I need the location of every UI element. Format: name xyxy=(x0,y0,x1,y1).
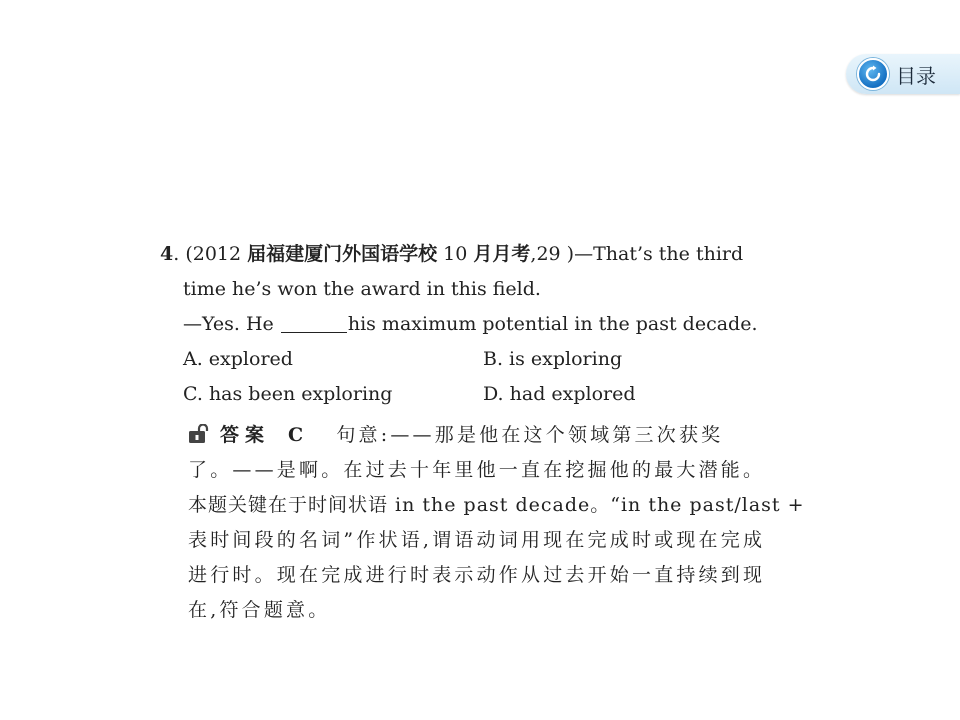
option-a[interactable]: A. explored xyxy=(183,348,293,370)
question-source-exam: 月月考 xyxy=(473,243,531,265)
answer-line-1 xyxy=(188,418,808,453)
answer-line-2: 了。——是啊。在过去十年里他一直在挖掘他的最大潜能。 xyxy=(188,459,766,481)
option-row-1 xyxy=(160,342,810,377)
answer-block xyxy=(188,418,808,628)
answer-letter: C xyxy=(288,424,307,446)
option-d[interactable]: D. had explored xyxy=(483,383,636,405)
question-source-mid: 10 xyxy=(437,243,474,265)
toc-label: 目录 xyxy=(896,63,936,88)
toc-button[interactable] xyxy=(846,54,960,94)
question-text-3a: —Yes. He xyxy=(183,313,280,335)
question-line-3 xyxy=(160,307,810,342)
refresh-icon xyxy=(857,58,889,90)
answer-blank xyxy=(281,314,347,333)
answer-line-4: 表时间段的名词”作状语,谓语动词用现在完成时或现在完成 xyxy=(188,529,766,551)
answer-line-3: 本题关键在于时间状语 in the past decade。“in the past/last + xyxy=(188,494,805,516)
question-text-1: ,29 )—That’s the third xyxy=(530,243,744,265)
question-source-pre: . (2012 xyxy=(173,243,248,265)
question-block xyxy=(160,237,810,412)
unlock-icon xyxy=(188,421,212,441)
question-source-school: 届福建厦门外国语学校 xyxy=(247,243,438,265)
option-c[interactable]: C. has been exploring xyxy=(183,383,393,405)
question-text-3b: his maximum potential in the past decade. xyxy=(347,313,758,335)
option-row-2 xyxy=(160,377,810,412)
question-number: 4 xyxy=(160,243,174,265)
answer-line-6: 在,符合题意。 xyxy=(188,599,331,621)
answer-line-5: 进行时。现在完成进行时表示动作从过去开始一直持续到现 xyxy=(188,564,766,586)
answer-explanation-1: 句意:——那是他在这个领域第三次获奖 xyxy=(336,424,724,446)
question-line-1 xyxy=(160,237,810,272)
question-line-2: time he’s won the award in this field. xyxy=(183,278,541,300)
option-b[interactable]: B. is exploring xyxy=(483,348,623,370)
answer-label: 答案 xyxy=(220,424,271,446)
